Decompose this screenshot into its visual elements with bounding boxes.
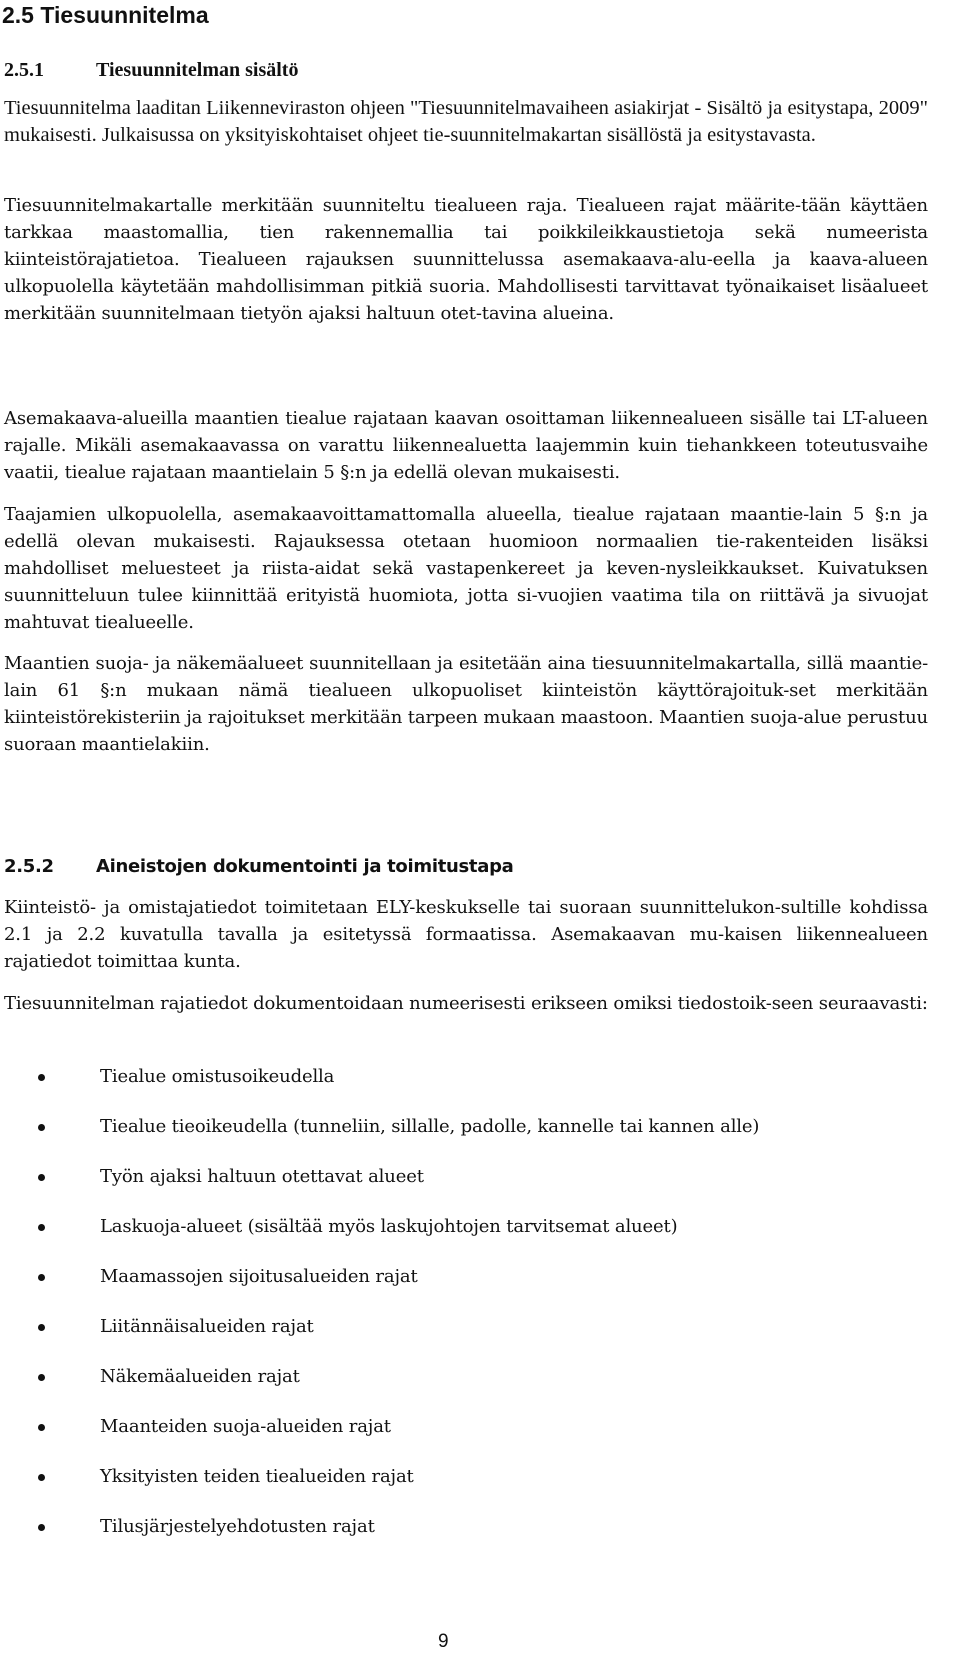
subsection-title: Tiesuunnitelman sisältö (96, 59, 299, 81)
bullet-icon (38, 1424, 45, 1431)
list-item (0, 1364, 940, 1414)
bullet-icon (38, 1224, 45, 1231)
list-item-text: Tilusjärjestelyehdotusten rajat (100, 1516, 375, 1537)
bullet-icon (38, 1474, 45, 1481)
bullet-list (0, 1064, 940, 1564)
bullet-icon (38, 1274, 45, 1281)
list-item (0, 1464, 940, 1514)
paragraph-boundary-definition: Tiesuunnitelmakartalle merkitään suunniteltu tiealueen raja. Tiealueen rajat määrite-tään käyttäen tarkkaa maastomallia, tien rakennemallia tai poikkileikkaustietoja sekä numeerista kiinteistörajatietoa. Tiealueen rajauksen suunnittelussa asemakaava-alu-eella ja kaava-alueen ulkopuolella käytetään mahdollisimman pitkiä suoria. Mahdollisesti tarvittavat työnaikaiset lisäalueet merkitään suunnitelmaan tietyön ajaksi haltuun otet-tavina alueina. (4, 195, 928, 324)
list-item-text: Yksityisten teiden tiealueiden rajat (100, 1466, 414, 1487)
bullet-icon (38, 1324, 45, 1331)
list-item (0, 1214, 940, 1264)
list-item (0, 1164, 940, 1214)
list-item (0, 1064, 940, 1114)
list-item (0, 1414, 940, 1464)
subsection-heading-1 (4, 57, 298, 83)
list-item-text: Liitännäisalueiden rajat (100, 1316, 314, 1337)
list-item-text: Tiealue tieoikeudella (tunneliin, sillalle, padolle, kannelle tai kannen alle) (100, 1116, 760, 1137)
paragraph-zoning-areas: Asemakaava-alueilla maantien tiealue rajataan kaavan osoittaman liikennealueen sisälle tai LT-alueen rajalle. Mikäli asemakaavassa on varattu liikennealuetta laajemmin kuin tiehankkeen toteutusvaihe vaatii, tiealue rajataan maantielain 5 §:n ja edellä olevan mukaisesti. (4, 408, 928, 483)
bullet-icon (38, 1074, 45, 1081)
list-item-text: Työn ajaksi haltuun otettavat alueet (100, 1166, 424, 1187)
list-item-text: Tiealue omistusoikeudella (100, 1066, 335, 1087)
list-item-text: Maanteiden suoja-alueiden rajat (100, 1416, 391, 1437)
list-item-text: Näkemäalueiden rajat (100, 1366, 300, 1387)
bullet-icon (38, 1124, 45, 1131)
subsection-number: 2.5.2 (4, 856, 54, 877)
list-item-text: Maamassojen sijoitusalueiden rajat (100, 1266, 418, 1287)
list-item (0, 1514, 940, 1564)
paragraph-intro: Tiesuunnitelma laaditan Liikenneviraston ohjeen "Tiesuunnitelmavaiheen asiakirjat - Sisältö ja esitystapa, 2009" mukaisesti. Julkaisussa on yksityiskohtaiset ohjeet tie-suunnitelmakartan sisällöstä ja esitystavasta. (4, 97, 928, 146)
bullet-icon (38, 1374, 45, 1381)
bullet-icon (38, 1524, 45, 1531)
paragraph-property-data: Kiinteistö- ja omistajatiedot toimitetaan ELY-keskukselle tai suoraan suunnittelukon-sultille kohdissa 2.1 ja 2.2 kuvatulla tavalla ja esitetyssä formaatissa. Asemakaavan mu-kaisen liikennealueen rajatiedot toimittaa kunta. (4, 897, 928, 972)
subsection-number: 2.5.1 (4, 59, 44, 81)
list-item (0, 1114, 940, 1164)
subsection-title: Aineistojen dokumentointi ja toimitustapa (96, 856, 514, 877)
list-item (0, 1314, 940, 1364)
page-number: 9 (438, 1631, 449, 1652)
paragraph-protection-zones: Maantien suoja- ja näkemäalueet suunnitellaan ja esitetään aina tiesuunnitelmakartalla, sillä maantie- lain 61 §:n mukaan nämä tiealueen ulkopuoliset kiinteistön käyttörajoituk-set merkitään kiinteistörekisteriin ja rajoitukset merkitään tarpeen mukaan maastoon. Maantien suoja-alue perustuu suoraan maantielakiin. (4, 653, 928, 755)
paragraph-file-list-intro: Tiesuunnitelman rajatiedot dokumentoidaan numeerisesti erikseen omiksi tiedostoik-seen seuraavasti: (4, 993, 928, 1014)
list-item (0, 1264, 940, 1314)
subsection-heading-2 (4, 854, 514, 880)
bullet-icon (38, 1174, 45, 1181)
section-heading: 2.5 Tiesuunnitelma (2, 2, 209, 28)
list-item-text: Laskuoja-alueet (sisältää myös laskujohtojen tarvitsemat alueet) (100, 1216, 678, 1237)
paragraph-rural-areas: Taajamien ulkopuolella, asemakaavoittamattomalla alueella, tiealue rajataan maantie-lain 5 §:n ja edellä olevan mukaisesti. Rajauksessa otetaan huomioon normaalien tie-rakenteiden lisäksi mahdolliset meluesteet ja riista-aidat sekä vastapenkereet ja keven-nysleikkaukset. Kuivatuksen suunnitteluun tulee kiinnittää erityistä huomiota, jotta si-vuojien vaatima tila on riittävä ja sivuojat mahtuvat tiealueelle. (4, 504, 928, 633)
